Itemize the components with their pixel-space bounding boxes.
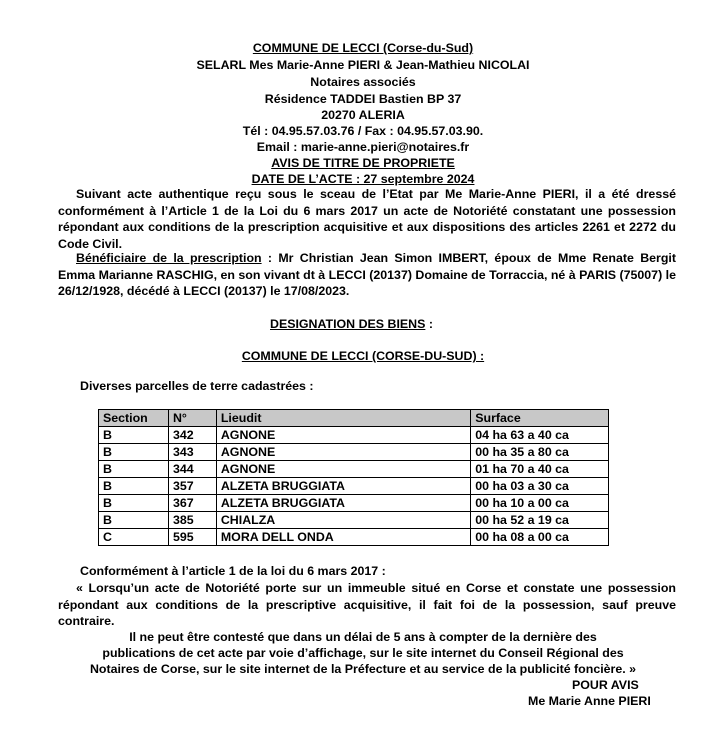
cell-section: B [99, 512, 169, 529]
cell-surface: 01 ha 70 a 40 ca [471, 461, 609, 478]
act-date: DATE DE L’ACTE : 27 septembre 2024 [251, 172, 475, 186]
address-line-2: 20270 ALERIA [321, 108, 405, 122]
table-row [99, 461, 609, 478]
cell-lieudit: AGNONE [216, 444, 470, 461]
cell-lieudit: CHIALZA [216, 512, 470, 529]
quote-line-2c: Notaires de Corse, sur le site internet de la Préfecture et au service de la publicité foncière. » [89, 662, 637, 676]
quote-paragraph-1 [58, 580, 676, 630]
parcels-intro: Diverses parcelles de terre cadastrées : [80, 379, 314, 393]
parcels-table [98, 409, 609, 546]
table-row [99, 512, 609, 529]
cell-surface: 00 ha 10 a 00 ca [471, 495, 609, 512]
cell-surface: 00 ha 03 a 30 ca [471, 478, 609, 495]
quote-line-2b: publications de cet acte par voie d’affichage, sur le site internet du Conseil Régional des [102, 646, 624, 660]
beneficiary-text: : Mr Christian Jean Simon IMBERT, époux de Mme Renate Bergit Emma Marianne RASCHIG, en son vivant dt à LECCI (20137) Domaine de Torraccia, né à PARIS (75007) le 26/12/1928, décédé à LECCI (20137) le 17/08/2023. [58, 251, 676, 299]
cell-section: C [99, 529, 169, 546]
designation-title: DESIGNATION DES BIENS [270, 317, 426, 331]
cell-surface: 00 ha 35 a 80 ca [471, 444, 609, 461]
header-section: Section [99, 410, 169, 427]
cell-number: 343 [168, 444, 216, 461]
intro-paragraph [58, 186, 676, 252]
conformity-line: Conformément à l’article 1 de la loi du 6 mars 2017 : [80, 564, 386, 578]
table-row [99, 529, 609, 546]
header-lieudit: Lieudit [216, 410, 470, 427]
cell-number: 367 [168, 495, 216, 512]
commune-title: COMMUNE DE LECCI (CORSE-DU-SUD) : [241, 349, 485, 363]
cell-surface: 00 ha 08 a 00 ca [471, 529, 609, 546]
designation-suffix: : [425, 317, 433, 331]
pour-avis: POUR AVIS [572, 678, 639, 692]
table-row [99, 427, 609, 444]
cell-lieudit: MORA DELL ONDA [216, 529, 470, 546]
cell-number: 342 [168, 427, 216, 444]
table-header-row [99, 410, 609, 427]
intro-text: Suivant acte authentique reçu sous le sceau de l’Etat par Me Marie-Anne PIERI, il a été dressé conformément à l’Article 1 de la Loi du 6 mars 2017 un acte de Notoriété constatant une possession répondant aux conditions de la prescription acquisitive et aux dispositions des articles 2261 et 2272 du Code Civil. [58, 187, 676, 251]
table-row [99, 478, 609, 495]
beneficiary-paragraph [58, 250, 676, 300]
beneficiary-label: Bénéficiaire de la prescription [76, 251, 262, 265]
header-surface: Surface [471, 410, 609, 427]
commune-heading: COMMUNE DE LECCI (Corse-du-Sud) [252, 41, 474, 55]
cell-surface: 00 ha 52 a 19 ca [471, 512, 609, 529]
cell-section: B [99, 444, 169, 461]
phone-fax: Tél : 04.95.57.03.76 / Fax : 04.95.57.03.90. [242, 124, 484, 138]
designation-heading [270, 316, 433, 333]
cell-number: 357 [168, 478, 216, 495]
cell-lieudit: ALZETA BRUGGIATA [216, 495, 470, 512]
email-line: Email : marie-anne.pieri@notaires.fr [256, 140, 470, 154]
address-line-1: Résidence TADDEI Bastien BP 37 [264, 92, 462, 106]
signature: Me Marie Anne PIERI [528, 694, 651, 708]
quote-text-1: « Lorsqu’un acte de Notoriété porte sur un immeuble situé en Corse et constate une possession répondant aux conditions de la prescriptive acquisitive, il fait foi de la possession, sauf preuve contraire. [58, 581, 676, 629]
firm-name: SELARL Mes Marie-Anne PIERI & Jean-Mathieu NICOLAI [196, 58, 530, 72]
cell-number: 385 [168, 512, 216, 529]
notice-title: AVIS DE TITRE DE PROPRIETE [271, 156, 455, 170]
firm-role: Notaires associés [310, 75, 416, 89]
cell-surface: 04 ha 63 a 40 ca [471, 427, 609, 444]
table-row [99, 495, 609, 512]
cell-lieudit: ALZETA BRUGGIATA [216, 478, 470, 495]
cell-lieudit: AGNONE [216, 461, 470, 478]
header-number: N° [168, 410, 216, 427]
cell-lieudit: AGNONE [216, 427, 470, 444]
cell-section: B [99, 427, 169, 444]
cell-section: B [99, 478, 169, 495]
cell-number: 595 [168, 529, 216, 546]
cell-section: B [99, 461, 169, 478]
cell-section: B [99, 495, 169, 512]
cell-number: 344 [168, 461, 216, 478]
quote-line-2a: Il ne peut être contesté que dans un délai de 5 ans à compter de la dernière des [129, 630, 597, 644]
table-row [99, 444, 609, 461]
